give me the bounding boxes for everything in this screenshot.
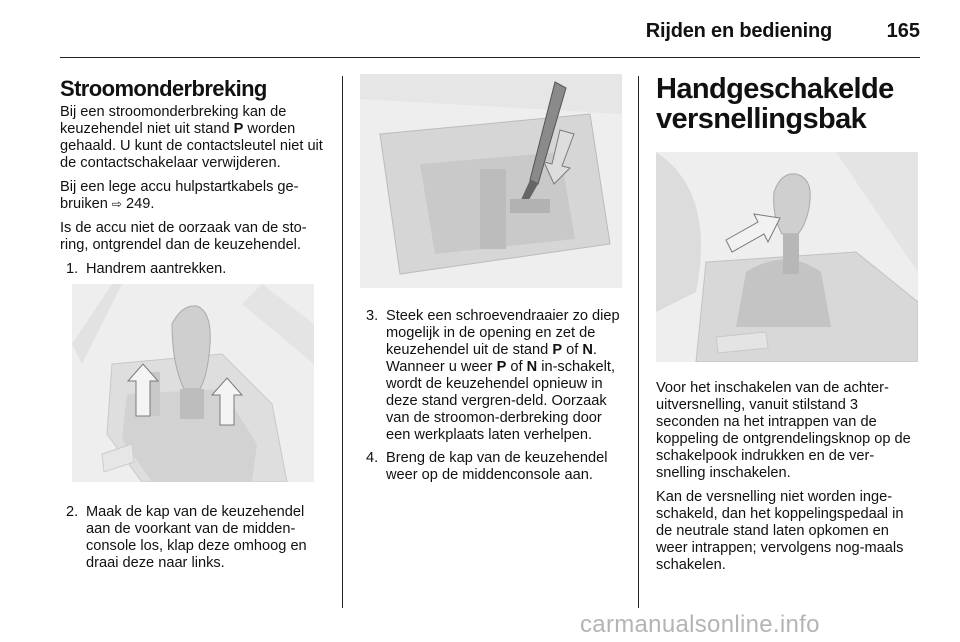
text: of: [506, 359, 527, 375]
text: of: [562, 342, 583, 358]
header-title: Rijden en bediening: [645, 20, 832, 42]
page-reference-icon: ⇨: [111, 197, 122, 211]
column-divider: [342, 76, 343, 608]
steps-list: [360, 308, 626, 484]
column-divider: [638, 76, 639, 608]
page-reference[interactable]: 249.: [121, 196, 155, 212]
paragraph: [60, 179, 328, 213]
gear-n: N: [582, 342, 593, 358]
header-rule: [60, 57, 920, 58]
page-header: [0, 0, 960, 58]
step-text: Handrem aantrekken.: [86, 261, 227, 277]
step-number: 3.: [366, 308, 379, 324]
steps-list: [60, 504, 328, 572]
text: Bij een lege accu hulpstartkabels ge-bruiken: [60, 179, 299, 212]
paragraph: Kan de versnelling niet worden inge-schakeld, dan het koppelingspedaal in de neutrale stand laten opkomen en weer intrappen; vervolgens nog-maals schakelen.: [656, 489, 904, 573]
step-number: 1.: [66, 261, 79, 277]
gear-p: P: [552, 342, 563, 358]
step-number: 4.: [366, 450, 379, 466]
column-1: [60, 74, 328, 578]
step-4: [360, 450, 626, 484]
section-heading: Handgeschakelde versnellingsbak: [656, 73, 894, 135]
paragraph: [60, 104, 328, 172]
step-2: [60, 504, 328, 572]
text: . Wanneer u weer: [386, 342, 597, 375]
text: Steek een schroevendraaier zo diep mogelijk in de opening en zet de keuzehendel uit de stand: [386, 308, 620, 358]
step-number: 2.: [66, 504, 79, 520]
text: worden gehaald. U kunt de contactsleutel niet uit de contactschakelaar verwijderen.: [60, 121, 323, 171]
step-text: Breng de kap van de keuzehendel weer op de middenconsole aan.: [386, 450, 608, 483]
gear-p: P: [233, 121, 244, 137]
gear-p: P: [496, 359, 507, 375]
watermark: carmanualsonline.info: [580, 611, 820, 638]
step-text: Maak de kap van de keuzehendel aan de voorkant van de midden-console los, klap deze omhoog en draai deze naar links.: [86, 504, 307, 571]
column-2: [360, 74, 626, 490]
screwdriver-figure: [360, 74, 622, 288]
column-3: [656, 74, 922, 581]
text: in-schakelt, wordt de keuzehendel opnieuw in deze stand vergren-deld. Oorzaak van de stroomon-derbreking door een werkplaats laten verhelpen.: [386, 359, 616, 443]
paragraph: Voor het inschakelen van de achter-uitversnelling, vanuit stilstand 3 seconden na het intrappen van de koppeling de ontgrendelingsknop op de schakelpook indrukken en de ver-snelling inschakelen.: [656, 380, 911, 481]
gear-n: N: [526, 359, 538, 375]
manual-gearbox-figure: [656, 152, 918, 362]
selector-lever-figure: [72, 284, 314, 482]
steps-list: [60, 261, 328, 278]
step-3: [360, 308, 626, 444]
text: Bij een stroomonderbreking kan de keuzehendel niet uit stand: [60, 104, 287, 137]
paragraph: Is de accu niet de oorzaak van de sto-ring, ontgrendel dan de keuzehendel.: [60, 220, 307, 253]
step-1: [60, 261, 328, 278]
section-heading: Stroomonderbreking: [60, 76, 267, 101]
page-number: 165: [886, 20, 920, 42]
